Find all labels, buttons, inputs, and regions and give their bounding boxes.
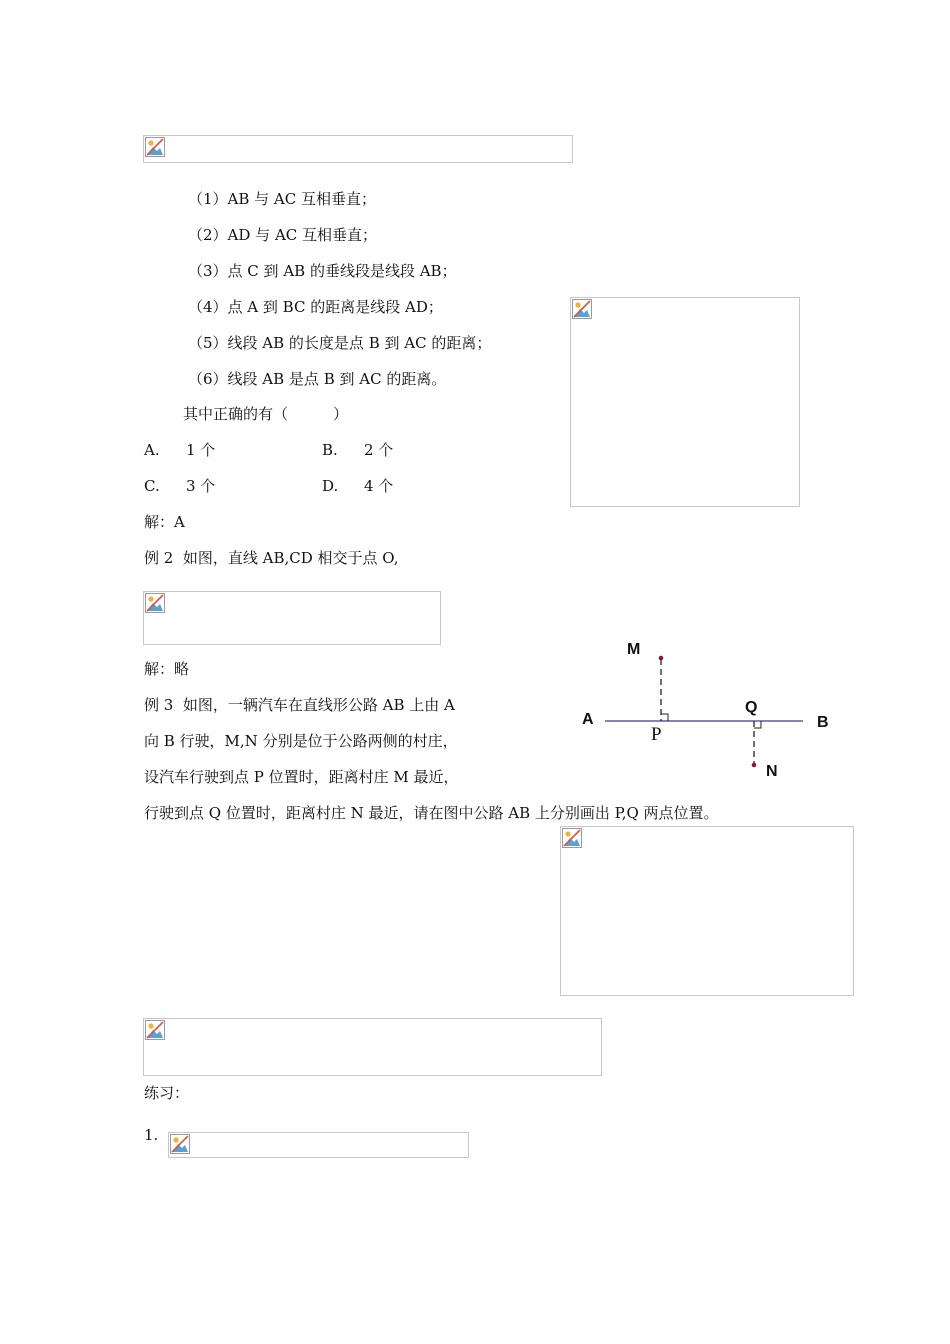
broken-image-icon [145, 593, 165, 613]
example-3-line-2: 向 B 行驶，M,N 分别是位于公路两侧的村庄， [144, 732, 458, 750]
label-b: B [817, 714, 829, 731]
point-m [659, 656, 664, 661]
broken-image-icon [145, 137, 165, 157]
broken-image-icon [170, 1134, 190, 1154]
statement-5: （5）线段 AB 的长度是点 B 到 AC 的距离； [188, 334, 492, 352]
statement-6: （6）线段 AB 是点 B 到 AC 的距离。 [188, 370, 447, 388]
option-c-value: 3 个 [186, 477, 216, 495]
image-placeholder-top [143, 135, 573, 163]
image-placeholder-example2 [143, 591, 441, 645]
label-a: A [582, 711, 594, 728]
option-d-letter: D. [322, 477, 339, 495]
label-m: M [627, 641, 641, 658]
option-c-letter: C. [144, 477, 160, 495]
label-p: P [651, 724, 662, 745]
option-a-letter: A. [144, 441, 160, 459]
statement-3: （3）点 C 到 AB 的垂线段是线段 AB； [188, 262, 457, 280]
answer-1: 解：A [144, 513, 185, 531]
broken-image-icon [572, 299, 592, 319]
example-3-line-3: 设汽车行驶到点 P 位置时，距离村庄 M 最近， [144, 768, 459, 786]
example-3-line-1: 例 3 如图，一辆汽车在直线形公路 AB 上由 A [144, 696, 455, 714]
example-2: 例 2 如图，直线 AB,CD 相交于点 O, [144, 549, 399, 567]
right-angle-mark-q [754, 721, 761, 728]
image-placeholder-lower-right [560, 826, 854, 996]
option-d-value: 4 个 [364, 477, 394, 495]
statement-1: （1）AB 与 AC 互相垂直； [188, 190, 377, 208]
label-n: N [766, 763, 778, 780]
road-figure [575, 635, 845, 785]
example-3-line-4: 行驶到点 Q 位置时，距离村庄 N 最近，请在图中公路 AB 上分别画出 P,Q 两点位置。 [144, 804, 719, 822]
answer-2: 解：略 [144, 660, 190, 678]
option-b-value: 2 个 [364, 441, 394, 459]
broken-image-icon [562, 828, 582, 848]
broken-image-icon [145, 1020, 165, 1040]
statement-4: （4）点 A 到 BC 的距离是线段 AD； [188, 298, 443, 316]
practice-heading: 练习： [144, 1084, 190, 1102]
point-n [752, 763, 757, 768]
image-placeholder-right [570, 297, 800, 507]
image-placeholder-practice-1 [168, 1132, 469, 1158]
road-diagram [575, 635, 845, 785]
question-prompt: 其中正确的有（ ） [183, 405, 349, 423]
image-placeholder-wide [143, 1018, 602, 1076]
option-b-letter: B. [322, 441, 338, 459]
option-a-value: 1 个 [186, 441, 216, 459]
statement-2: （2）AD 与 AC 互相垂直； [188, 226, 378, 244]
label-q: Q [745, 699, 758, 716]
right-angle-mark-p [661, 714, 668, 721]
practice-item-number: 1. [144, 1126, 159, 1144]
